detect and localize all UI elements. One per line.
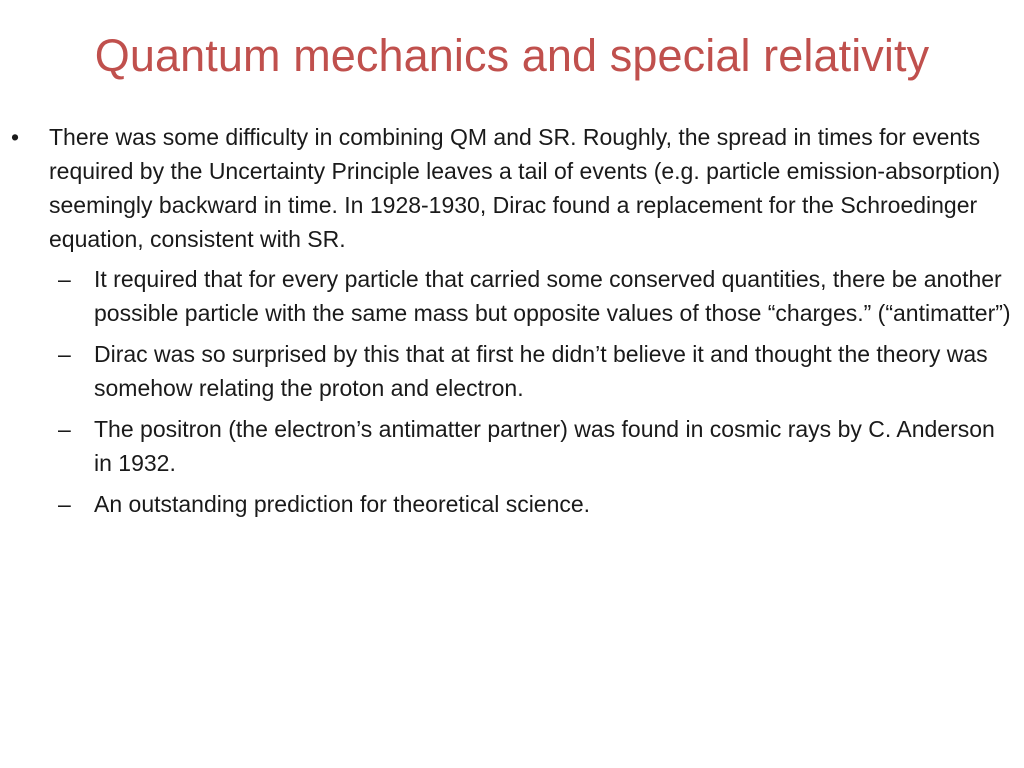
slide-title: Quantum mechanics and special relativity	[94, 30, 930, 81]
sub-bullet	[0, 487, 1024, 521]
sub-bullet-text: The positron (the electron’s antimatter partner) was found in cosmic rays by C. Anderson in 1932.	[94, 416, 995, 476]
sub-bullet-text: An outstanding prediction for theoretical science.	[94, 491, 591, 517]
sub-bullet-marker: –	[58, 491, 71, 517]
sub-bullet-marker: –	[58, 416, 71, 442]
sub-bullet	[0, 337, 1024, 405]
sub-bullet-text: Dirac was so surprised by this that at first he didn’t believe it and thought the theory was somehow relating the proton and electron.	[94, 341, 988, 401]
sub-bullet-text: It required that for every particle that carried some conserved quantities, there be another possible particle with the same mass but opposite values of those “charges.” (“antimatter”)	[94, 266, 1011, 326]
bullet-marker: •	[11, 124, 20, 150]
slide-body	[0, 120, 1024, 528]
main-bullet	[0, 120, 1024, 256]
sub-bullet	[0, 412, 1024, 480]
main-bullet-text: There was some difficulty in combining QM and SR. Roughly, the spread in times for events required by the Uncertainty Principle leaves a tail of events (e.g. particle emission-absorption) seemingly backward in time. In 1928-1930, Dirac found a replacement for the Schroedinger equation, consistent with SR.	[49, 124, 1001, 252]
sub-bullet-marker: –	[58, 266, 71, 292]
sub-bullet-marker: –	[58, 341, 71, 367]
sub-bullet	[0, 262, 1024, 330]
